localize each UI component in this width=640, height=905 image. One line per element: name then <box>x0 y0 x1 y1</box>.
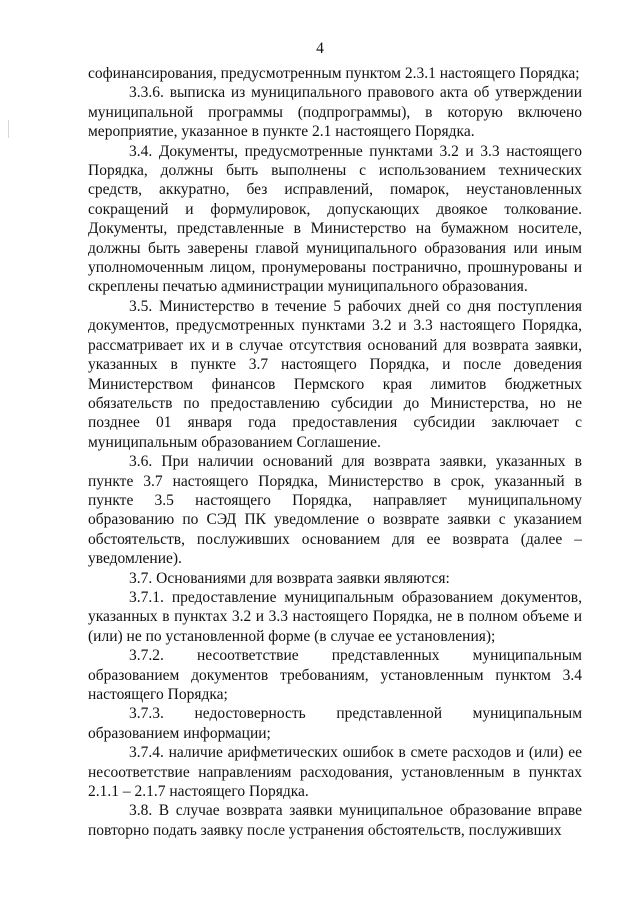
paragraph-3-3-6: 3.3.6. выписка из муниципального правового акта об утверждении муниципальной программы (подпрограммы), в которую включено мероприятие, указанное в пункте 2.1 настоящего Порядка. <box>88 84 582 141</box>
paragraph-3-7-2: 3.7.2. несоответствие представленных муниципальным образованием документов требованиям, установленным пунктом 3.4 настоящего Порядка; <box>88 647 582 703</box>
paragraph-3-5: 3.5. Министерство в течение 5 рабочих дней со дня поступления документов, предусмотренных пунктами 3.2 и 3.3 настоящего Порядка, рассматривает их и в случае отсутствия оснований для возврата заявки, указанных в пункте 3.7 настоящего Порядка, и после доведения Министерством финансов Пермского края лимитов бюджетных обязательств по предоставлению субсидии до Министерства, но не позднее 01 января года предоставления субсидии заключает с муниципальным образованием Соглашение. <box>88 297 582 451</box>
page-number: 4 <box>316 40 324 57</box>
paragraph-3-6: 3.6. При наличии оснований для возврата заявки, указанных в пункте 3.7 настоящего Порядка, Министерство в срок, указанный в пункте 3.5 настоящего Порядка, направляет муниципальному образованию по СЭД ПК уведомление о возврате заявки с указанием обстоятельств, послуживших основанием для ее возврата (далее – уведомление). <box>88 453 582 568</box>
paragraph-3-7-3: 3.7.3. недостоверность представленной муниципальным образованием информации; <box>88 705 582 742</box>
document-body <box>88 64 582 840</box>
scan-artifact <box>8 120 9 138</box>
paragraph-cofinancing-continuation: софинансирования, предусмотренным пунктом 2.3.1 настоящего Порядка; <box>88 65 580 82</box>
paragraph-3-7-4: 3.7.4. наличие арифметических ошибок в смете расходов и (или) ее несоответствие направлениям расходования, установленным в пунктах 2.1.1 – 2.1.7 настоящего Порядка. <box>88 744 582 801</box>
paragraph-3-7: 3.7. Основаниями для возврата заявки являются: <box>129 569 450 587</box>
paragraph-3-4: 3.4. Документы, предусмотренные пунктами 3.2 и 3.3 настоящего Порядка, должны быть выполнены с использованием технических средств, аккуратно, без исправлений, помарок, неустановленных сокращений и формулировок, допускающих двоякое толкование. Документы, представленные в Министерство на бумажном носителе, должны быть заверены главой муниципального образования или иным уполномоченным лицом, пронумерованы постранично, прошнурованы и скреплены печатью администрации муниципального образования. <box>88 142 582 296</box>
paragraph-3-8: 3.8. В случае возврата заявки муниципальное образование вправе повторно подать заявку после устранения обстоятельств, послуживших <box>88 802 582 839</box>
paragraph-3-7-1: 3.7.1. предоставление муниципальным образованием документов, указанных в пунктах 3.2 и 3.3 настоящего Порядка, не в полном объеме и (или) не по установленной форме (в случае ее установления); <box>88 588 582 645</box>
